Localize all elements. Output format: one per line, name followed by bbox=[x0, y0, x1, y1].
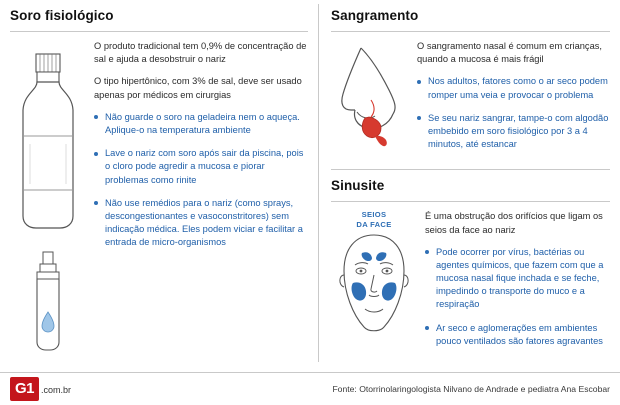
list-item: Lave o nariz com soro após sair da piscina, pois o cloro pode agredir a mucosa e piorar problemas como rinite bbox=[94, 147, 308, 187]
sangramento-illustrations bbox=[331, 40, 409, 161]
sinusite-paragraph-1: É uma obstrução dos orifícios que ligam os seios da face ao nariz bbox=[425, 211, 603, 235]
list-item: Não use remédios para o nariz (como sprays, descongestionantes e vasoconstritores) sem indicação médica. Eles podem viciar e facilitar a entrada de micro-organismos bbox=[94, 197, 308, 250]
g1-logo[interactable] bbox=[10, 377, 71, 401]
sinusite-text bbox=[425, 210, 610, 358]
right-column bbox=[319, 0, 620, 372]
saline-bottle-illustration bbox=[10, 40, 86, 240]
sangramento-content-block bbox=[331, 40, 610, 161]
section-divider bbox=[331, 169, 610, 170]
nose-cross-section-illustration bbox=[331, 40, 409, 152]
sinus-art-label-line2: DA FACE bbox=[356, 219, 392, 229]
sinusite-content-block bbox=[331, 210, 610, 358]
sinus-art-label bbox=[356, 210, 391, 229]
source-credit: Fonte: Otorrinolaringologista Nilvano de Andrade e pediatra Ana Escobar bbox=[332, 384, 610, 394]
sinusite-bullet-list bbox=[425, 246, 610, 348]
nasal-spray-illustration bbox=[19, 246, 77, 356]
soro-paragraph-2: O tipo hipertônico, com 3% de sal, deve ser usado apenas por médicos em cirurgias bbox=[94, 76, 302, 100]
footer-bar bbox=[0, 372, 620, 405]
soro-content-block bbox=[10, 40, 308, 356]
title-divider-sangramento bbox=[331, 31, 610, 32]
list-item: Pode ocorrer por vírus, bactérias ou agentes químicos, que fazem com que a mucosa nasal fique inchada e se feche, impedindo o transporte do muco e a respiração bbox=[425, 246, 610, 312]
section-soro-fisiologico bbox=[0, 0, 318, 372]
sangramento-bullet-list bbox=[417, 75, 610, 151]
soro-bullet-list bbox=[94, 111, 308, 250]
g1-logo-mark: G1 bbox=[10, 377, 39, 401]
section-title-sangramento: Sangramento bbox=[331, 8, 419, 23]
section-sangramento bbox=[331, 8, 610, 161]
title-divider-sinusite bbox=[331, 201, 610, 202]
soro-illustrations bbox=[10, 40, 86, 356]
g1-logo-tld: .com.br bbox=[41, 385, 72, 395]
title-divider-soro bbox=[10, 31, 308, 32]
soro-text bbox=[94, 40, 308, 356]
list-item: Não guarde o soro na geladeira nem o aqueça. Aplique-o na temperatura ambiente bbox=[94, 111, 308, 137]
section-sinusite bbox=[331, 178, 610, 358]
sinus-art-label-line1: SEIOS bbox=[361, 210, 387, 220]
list-item: Nos adultos, fatores como o ar seco podem romper uma veia e provocar o problema bbox=[417, 75, 610, 101]
list-item: Se seu nariz sangrar, tampe-o com algodão embebido em soro fisiológico por 3 a 4 minutos, até estancar bbox=[417, 112, 610, 152]
list-item: Ar seco e aglomerações em ambientes pouco ventilados são fatores agravantes bbox=[425, 322, 610, 348]
section-title-soro: Soro fisiológico bbox=[10, 8, 114, 23]
section-title-sinusite: Sinusite bbox=[331, 178, 385, 194]
sangramento-text bbox=[417, 40, 610, 161]
sangramento-paragraph-1: O sangramento nasal é comum em crianças, quando a mucosa é mais frágil bbox=[417, 41, 602, 65]
face-sinuses-illustration bbox=[331, 231, 417, 343]
soro-paragraph-1: O produto tradicional tem 0,9% de concentração de sal e ajuda a desobstruir o nariz bbox=[94, 41, 307, 65]
sinusite-illustrations bbox=[331, 210, 417, 358]
